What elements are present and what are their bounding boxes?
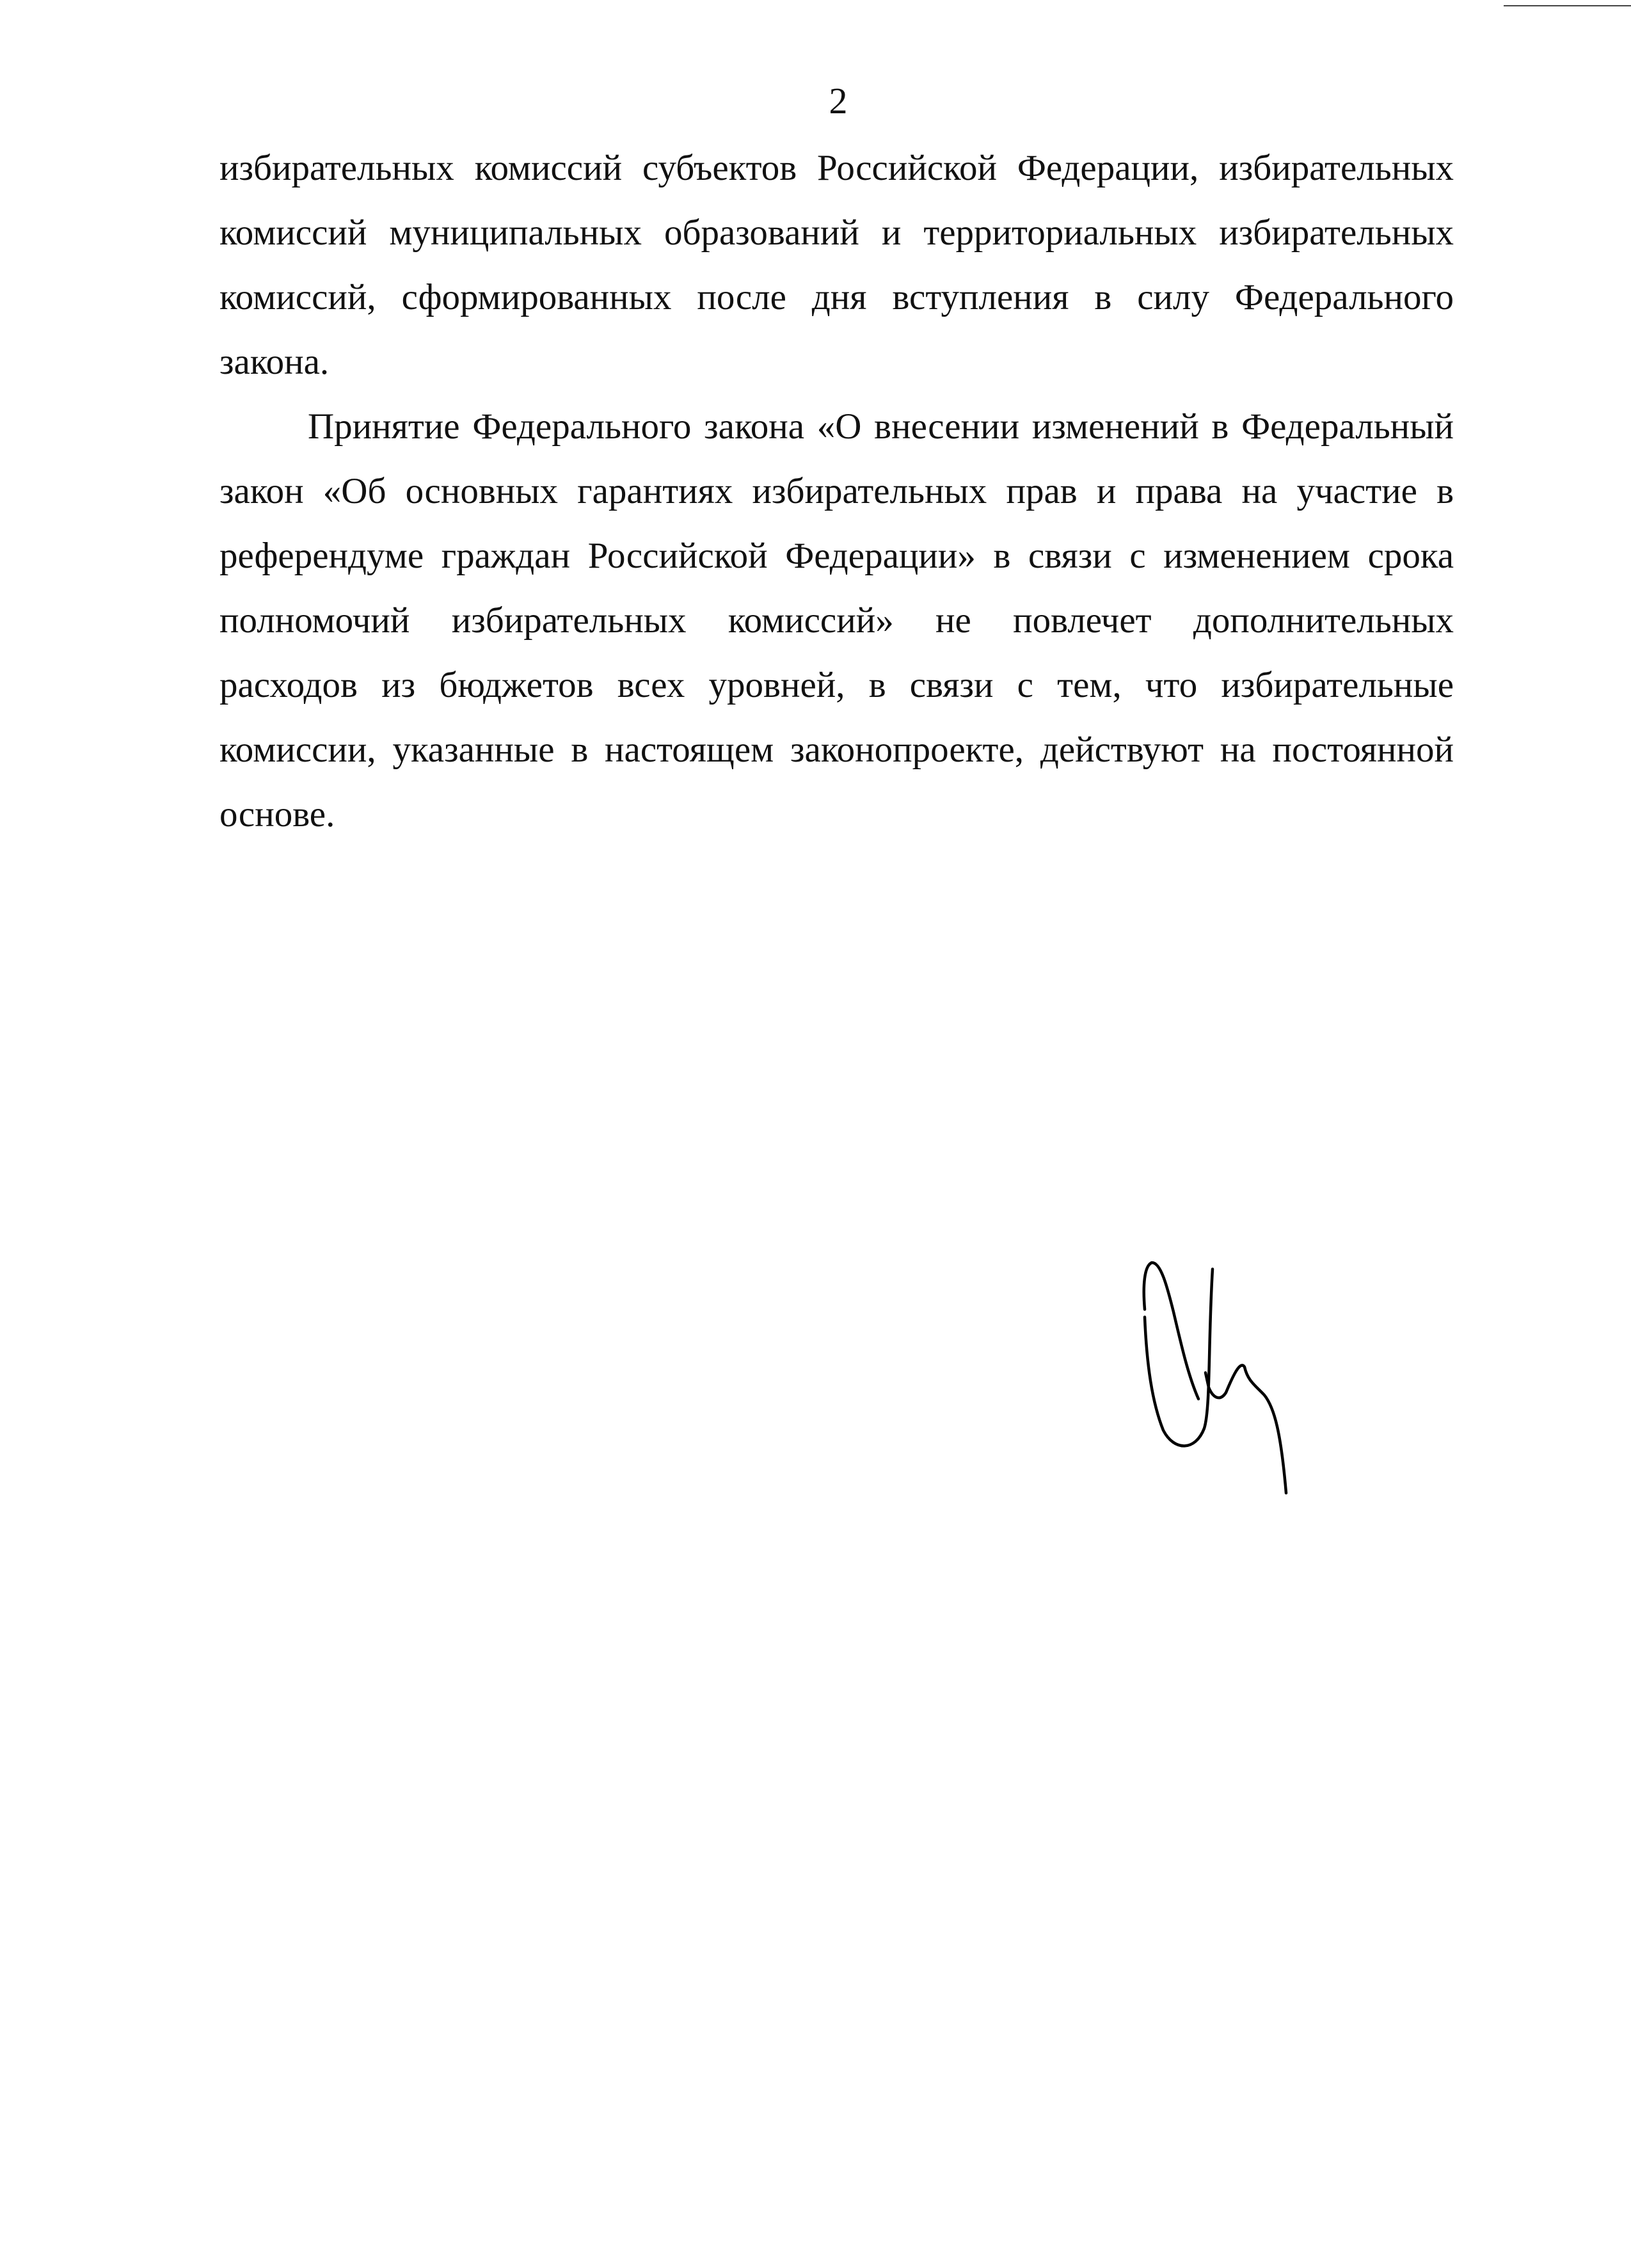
paragraph-1 — [219, 136, 1454, 394]
text-line: комиссии, указанные в настоящем законопроекте, действуют на постоянной — [219, 730, 1454, 770]
text-line: расходов из бюджетов всех уровней, в связи с тем, что избирательные — [219, 665, 1454, 705]
signature — [1088, 1216, 1344, 1536]
text-line: закон «Об основных гарантиях избирательных прав и права на участие в — [219, 471, 1454, 511]
text-line: закона. — [219, 342, 330, 382]
text-line: основе. — [219, 794, 335, 835]
text-line: избирательных комиссий субъектов Российской Федерации, избирательных — [219, 148, 1454, 188]
page-number: 2 — [829, 80, 848, 122]
text-line: полномочий избирательных комиссий» не повлечет дополнительных — [219, 600, 1454, 641]
scan-edge-line — [1504, 5, 1631, 6]
paragraph-2 — [219, 394, 1454, 847]
document-body — [219, 136, 1454, 847]
text-line: комиссий, сформированных после дня вступления в силу Федерального — [219, 277, 1454, 317]
text-line: комиссий муниципальных образований и территориальных избирательных — [219, 212, 1454, 253]
text-line: Принятие Федерального закона «О внесении изменений в Федеральный — [308, 406, 1454, 447]
text-line: референдуме граждан Российской Федерации» в связи с изменением срока — [219, 536, 1454, 576]
